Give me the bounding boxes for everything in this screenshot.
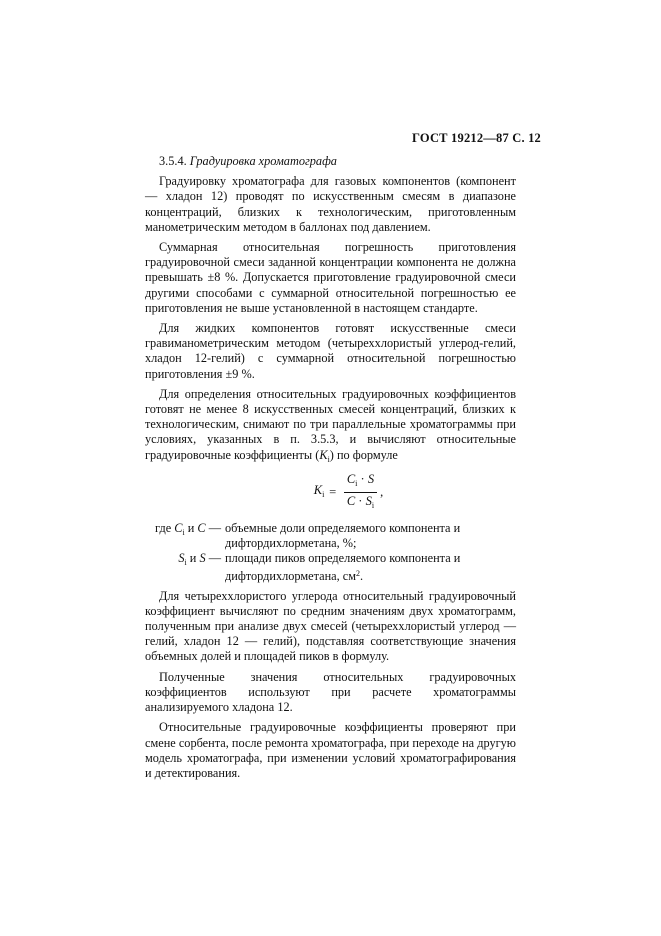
formula-comma: , <box>380 484 384 499</box>
section-heading <box>145 154 516 169</box>
legend-desc-ci-c: объемные доли определяемого компонента и дифтордихлорметана, %; <box>225 520 461 551</box>
paragraph-4-text: Для определения относительных градуировочных коэффициентов готовят не менее 8 искусственных смесей концентраций, близких к технологическим, снимают по три параллельные хроматограммы при условиях, указанных в п. 3.5.3, и вычисляют относительные градуировочные коэффициенты ( <box>145 386 516 462</box>
paragraph-7: Относительные градуировочные коэффициенты проверяют при смене сорбента, после ремонта хроматографа, при переходе на другую модель хроматографа, при изменении условий хроматографирования и детектирования. <box>145 720 516 780</box>
paragraph-4 <box>145 387 516 467</box>
formula-equals: = <box>328 484 337 499</box>
paragraph-4-tail: ) по формуле <box>329 447 398 462</box>
legend-term-ci-c: где $C_i$ и C — <box>155 520 221 537</box>
paragraph-6: Полученные значения относительных градуировочных коэффициентов используют при расчете хроматограммы анализируемого хладона 12. <box>145 669 516 715</box>
legend-desc-si-s: площади пиков определяемого компонента и дифтордихлорметана, $см^2$. <box>225 551 461 584</box>
legend-term-si-s: $S_i$ и S — <box>178 551 221 568</box>
page-header: ГОСТ 19212—87 С. 12 <box>412 131 541 145</box>
formula-fraction <box>344 472 377 513</box>
section-number: 3.5.4. <box>159 154 187 168</box>
paragraph-1: Градуировку хроматографа для газовых компонентов (компонент — хладон 12) проводят по искусственным смесям в диапазоне концентраций, близких к технологическим, приготовленным манометрическим методом в баллонах под давлением. <box>145 174 516 234</box>
ki-symbol: $K_i$ <box>319 447 330 464</box>
section-title: Градуировка хроматографа <box>189 154 337 168</box>
paragraph-2: Суммарная относительная погрешность приготовления градуировочной смеси заданной концентрации компонента не должна превышать ±8 %. Допускается приготовление градуировочной смеси другими способами с суммарной относительной погрешностью ее приготовления не выше установленной в настоящем стандарте. <box>145 240 516 315</box>
paragraph-3: Для жидких компонентов готовят искусственные смеси гравиманометрическим методом (четыреххлористый углерод-гелий, хладон 12-гелий) с суммарной относительной погрешностью приготовления ±9 %. <box>145 321 516 381</box>
document-body <box>145 154 516 786</box>
formula-ki <box>181 472 516 513</box>
formula-denominator: $C \cdot S_i$ <box>346 493 375 510</box>
formula-lhs: $K_i$ <box>313 482 325 499</box>
paragraph-5: Для четыреххлористого углерода относительный градуировочный коэффициент вычисляют по средним значениям двух хроматограмм, полученным при анализе двух смесей (четыреххлористый углерод — гелий, хладон 12 — гелий), подставляя соответствующие значения объемных долей и площадей пиков в формулу. <box>145 588 516 664</box>
formula-legend <box>145 521 516 585</box>
formula-numerator: $C_i \cdot S$ <box>344 472 377 493</box>
